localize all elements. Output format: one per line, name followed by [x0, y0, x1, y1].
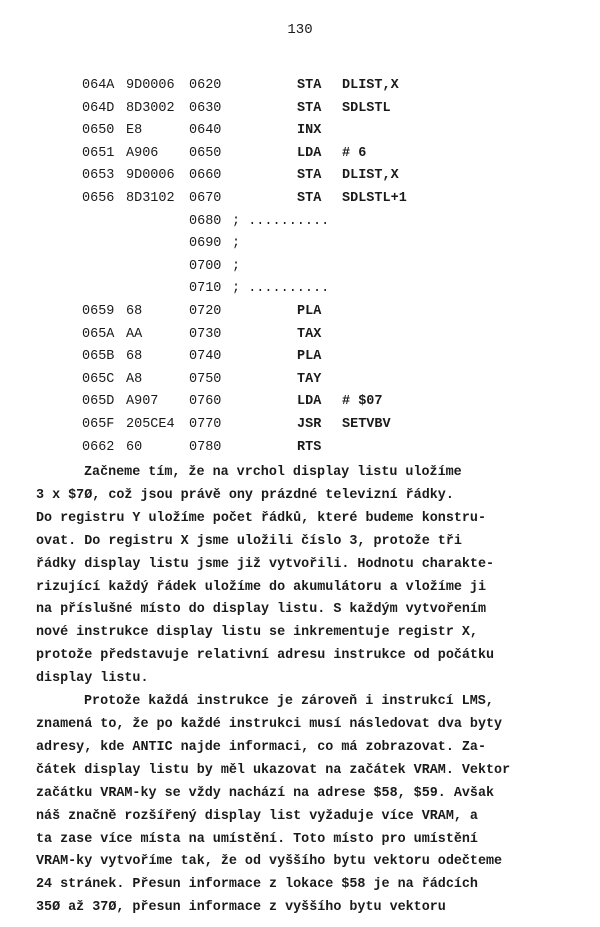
text-line: začátku VRAM-ky se vždy nachází na adrese $58, $59. Avšak [36, 785, 495, 801]
listing-hex: E8 [126, 123, 143, 139]
listing-hex: A8 [126, 371, 143, 387]
listing-operand: # 6 [342, 145, 367, 161]
listing-hex: 205CE4 [126, 416, 175, 432]
listing-hex: 9D0006 [126, 78, 175, 93]
listing-line-number: 0710 [189, 281, 222, 297]
listing-hex: 8D3002 [126, 100, 175, 116]
listing-row [82, 414, 391, 437]
listing-line-number: 0780 [189, 439, 222, 455]
body-text [36, 462, 576, 920]
listing-address: 0653 [82, 168, 115, 184]
listing-opcode: LDA [297, 394, 322, 410]
listing-opcode: STA [297, 190, 322, 206]
listing-line-number: 0720 [189, 303, 222, 319]
listing-address: 065D [82, 394, 115, 410]
listing-line-number: 0630 [189, 100, 222, 116]
listing-line-number: 0690 [189, 236, 222, 252]
listing-row [82, 278, 330, 301]
listing-opcode: STA [297, 100, 322, 116]
listing-line-number: 0620 [189, 78, 222, 93]
listing-line-number: 0740 [189, 349, 222, 365]
listing-row [82, 98, 391, 121]
listing-line-number: 0770 [189, 416, 222, 432]
listing-opcode: RTS [297, 439, 322, 455]
assembly-listing [82, 75, 407, 459]
listing-opcode: STA [297, 78, 322, 93]
listing-row [82, 233, 241, 256]
listing-address: 0659 [82, 303, 115, 319]
text-line: protože představuje relativní adresu instrukce od počátku [36, 648, 495, 664]
text-line: čátek display listu by měl ukazovat na začátek VRAM. Vektor [36, 762, 511, 778]
listing-address: 064A [82, 78, 115, 93]
listing-address: 0656 [82, 190, 115, 206]
text-line: display listu. [36, 671, 149, 687]
page-number: 130 [287, 22, 313, 38]
listing-operand: SDLSTL [342, 100, 391, 116]
listing-address: 065A [82, 326, 115, 342]
listing-comment: ; [232, 236, 241, 252]
listing-address: 065F [82, 416, 115, 432]
listing-operand: DLIST,X [342, 78, 399, 93]
listing-hex: 60 [126, 439, 143, 455]
text-line: nové instrukce display listu se inkrementuje registr X, [36, 625, 478, 641]
text-line: znamená to, že po každé instrukci musí následovat dva byty [36, 716, 503, 732]
text-line: Začneme tím, že na vrchol display listu uložíme [84, 465, 462, 480]
listing-address: 065B [82, 349, 115, 365]
listing-comment: ; .......... [232, 213, 330, 229]
listing-hex: AA [126, 326, 143, 342]
listing-hex: 9D0006 [126, 168, 175, 184]
listing-opcode: LDA [297, 145, 322, 161]
listing-opcode: INX [297, 123, 322, 139]
listing-line-number: 0750 [189, 371, 222, 387]
text-line: ovat. Do registru X jsme uložili číslo 3, protože tři [36, 533, 462, 549]
listing-line-number: 0700 [189, 258, 222, 274]
listing-row [82, 324, 322, 347]
listing-operand: SDLSTL+1 [342, 190, 407, 206]
listing-operand: # $07 [342, 394, 383, 410]
text-line: VRAM-ky vytvoříme tak, že od vyššího bytu vektoru odečteme [36, 854, 503, 870]
listing-row [82, 120, 322, 143]
listing-hex: A906 [126, 145, 159, 161]
text-line: ta zase více místa na umístění. Toto místo pro umístění [36, 831, 478, 847]
paragraph-2 [36, 691, 576, 920]
listing-opcode: TAY [297, 371, 322, 387]
listing-line-number: 0640 [189, 123, 222, 139]
listing-opcode: PLA [297, 303, 322, 319]
listing-row [82, 143, 367, 166]
listing-hex: 68 [126, 303, 143, 319]
text-line: 24 stránek. Přesun informace z lokace $58 je na řádcích [36, 877, 478, 893]
listing-row [82, 75, 399, 98]
listing-address: 064D [82, 100, 115, 116]
listing-operand: DLIST,X [342, 168, 399, 184]
listing-operand: SETVBV [342, 416, 391, 432]
listing-address: 0662 [82, 439, 115, 455]
listing-row [82, 188, 407, 211]
listing-row [82, 256, 241, 279]
listing-opcode: STA [297, 168, 322, 184]
listing-row [82, 346, 322, 369]
listing-row [82, 391, 383, 414]
listing-line-number: 0650 [189, 145, 222, 161]
listing-opcode: PLA [297, 349, 322, 365]
listing-row [82, 369, 322, 392]
text-line: na příslušné místo do display listu. S každým vytvořením [36, 602, 486, 618]
listing-line-number: 0680 [189, 213, 222, 229]
listing-address: 0651 [82, 145, 115, 161]
listing-opcode: JSR [297, 416, 322, 432]
listing-line-number: 0760 [189, 394, 222, 410]
text-line: řádky display listu jsme již vytvořili. Hodnotu charakte- [36, 556, 495, 572]
listing-hex: 68 [126, 349, 143, 365]
listing-address: 0650 [82, 123, 115, 139]
listing-comment: ; .......... [232, 281, 330, 297]
listing-comment: ; [232, 258, 241, 274]
text-line: adresy, kde ANTIC najde informaci, co má zobrazovat. Za- [36, 739, 486, 755]
listing-hex: 8D3102 [126, 190, 175, 206]
listing-line-number: 0730 [189, 326, 222, 342]
listing-hex: A907 [126, 394, 159, 410]
text-line: Protože každá instrukce je zároveň i instrukcí LMS, [84, 694, 494, 710]
text-line: náš značně rozšířený display list vyžaduje více VRAM, a [36, 808, 478, 824]
listing-address: 065C [82, 371, 115, 387]
listing-row [82, 437, 322, 460]
text-line: 3 x $7Ø, což jsou právě ony prázdné televizní řádky. [36, 487, 454, 503]
listing-row [82, 211, 330, 234]
listing-opcode: TAX [297, 326, 322, 342]
paragraph-1 [36, 462, 576, 691]
text-line: rizující každý řádek uložíme do akumulátoru a vložíme ji [36, 579, 486, 595]
text-line: 35Ø až 37Ø, přesun informace z vyššího bytu vektoru [36, 900, 446, 916]
listing-line-number: 0670 [189, 190, 222, 206]
listing-line-number: 0660 [189, 168, 222, 184]
listing-row [82, 165, 399, 188]
listing-row [82, 301, 322, 324]
text-line: Do registru Y uložíme počet řádků, které budeme konstru- [36, 510, 486, 526]
